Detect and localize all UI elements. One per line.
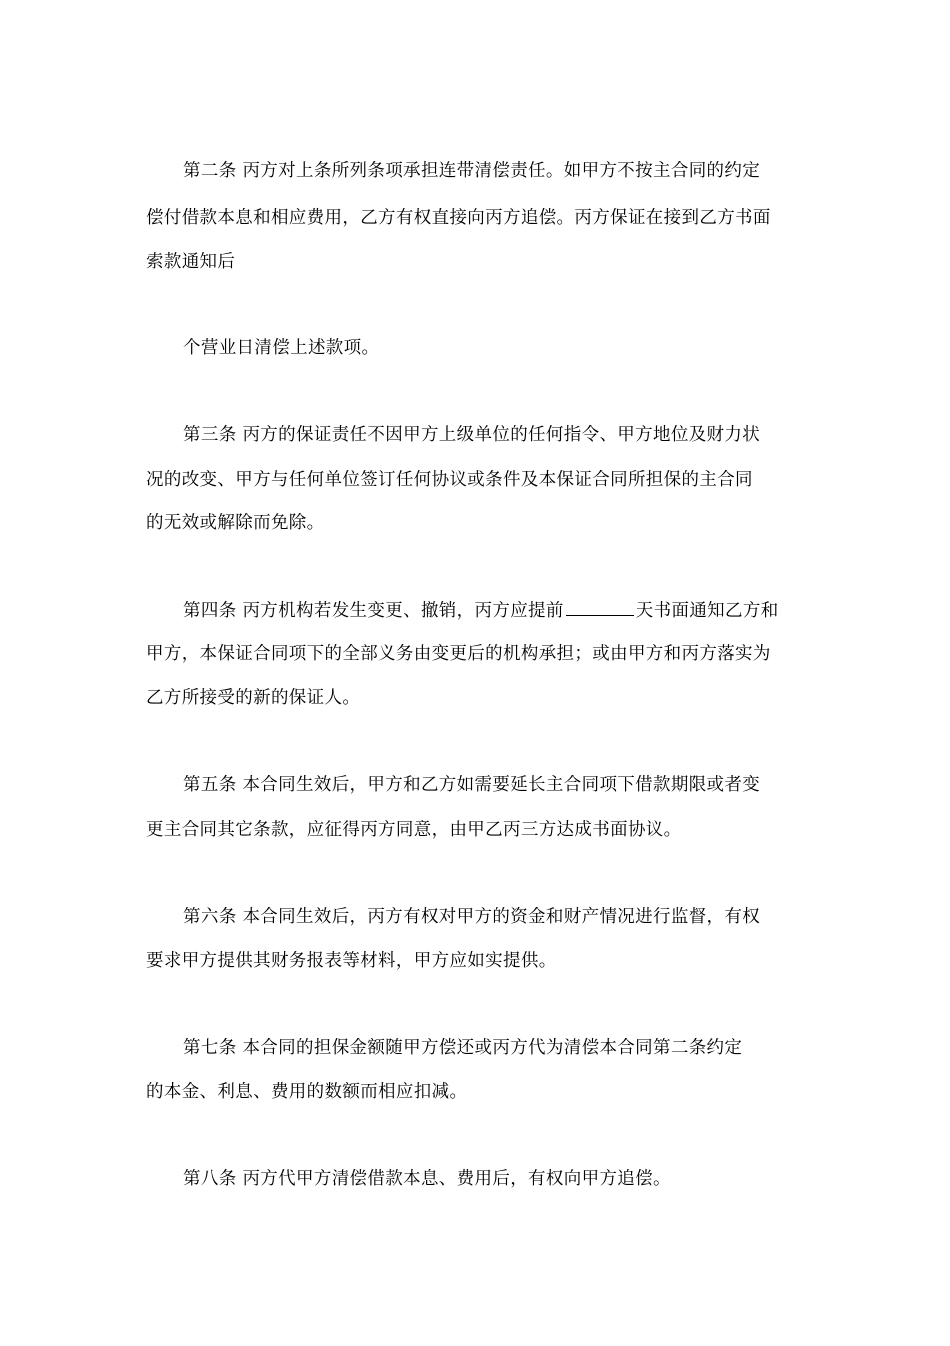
article-3-line-3: 的无效或解除而免除。 <box>146 513 325 533</box>
article-3-line-2: 况的改变、甲方与任何单位签订任何协议或条件及本保证合同所担保的主合同 <box>146 470 753 490</box>
article-4-line-1-after: 天书面通知乙方和 <box>635 601 779 621</box>
article-4-line-1-before: 第四条 丙方机构若发生变更、撤销，丙方应提前 <box>183 601 564 621</box>
article-4-line-3: 乙方所接受的新的保证人。 <box>146 688 361 708</box>
article-8-line-1: 第八条 丙方代甲方清偿借款本息、费用后，有权向甲方追偿。 <box>183 1169 671 1189</box>
article-5-line-1: 第五条 本合同生效后，甲方和乙方如需要延长主合同项下借款期限或者变 <box>183 775 761 795</box>
article-2-continuation: 个营业日清偿上述款项。 <box>183 338 380 358</box>
article-7-line-1: 第七条 本合同的担保金额随甲方偿还或丙方代为清偿本合同第二条约定 <box>183 1038 743 1058</box>
article-5-line-2: 更主合同其它条款，应征得丙方同意，由甲乙丙三方达成书面协议。 <box>146 820 682 840</box>
article-6-line-2: 要求甲方提供其财务报表等材料，甲方应如实提供。 <box>146 951 557 971</box>
article-6-line-1: 第六条 本合同生效后，丙方有权对甲方的资金和财产情况进行监督，有权 <box>183 907 761 927</box>
article-3-line-1: 第三条 丙方的保证责任不因甲方上级单位的任何指令、甲方地位及财力状 <box>183 425 761 445</box>
article-2-line-1: 第二条 丙方对上条所列条项承担连带清偿责任。如甲方不按主合同的约定 <box>183 161 761 181</box>
article-2-line-2: 偿付借款本息和相应费用，乙方有权直接向丙方追偿。丙方保证在接到乙方书面 <box>146 208 771 228</box>
fill-in-blank-days <box>566 599 634 616</box>
article-4-line-1 <box>183 599 779 622</box>
article-7-line-2: 的本金、利息、费用的数额而相应扣减。 <box>146 1082 468 1102</box>
article-4-line-2: 甲方，本保证合同项下的全部义务由变更后的机构承担；或由甲方和丙方落实为 <box>146 644 771 664</box>
article-2-line-3: 索款通知后 <box>146 252 236 272</box>
